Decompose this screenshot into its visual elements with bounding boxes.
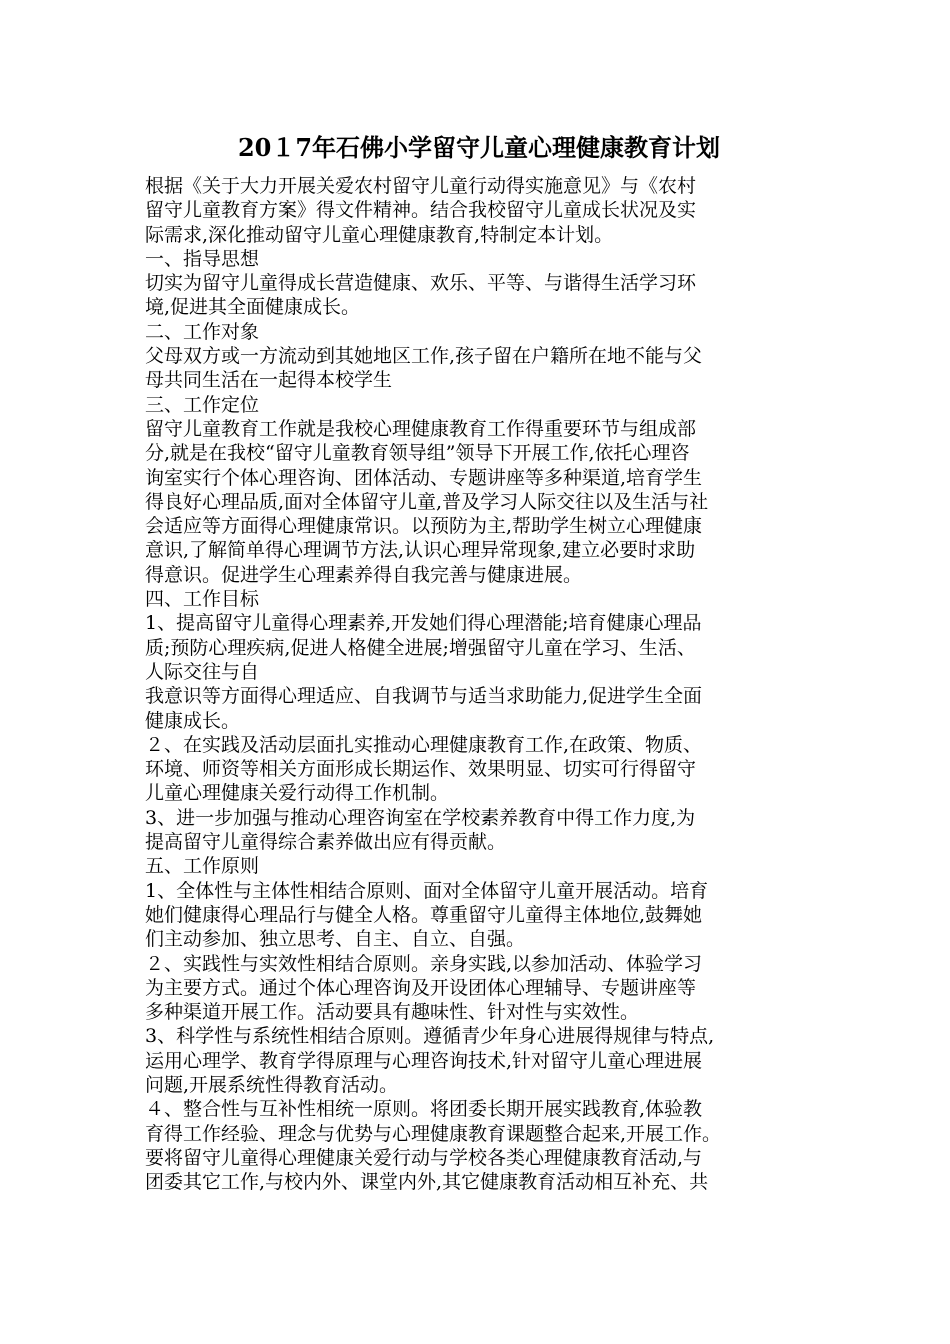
text-line: ２、实践性与实效性相结合原则。亲身实践,以参加活动、体验学习 — [145, 952, 703, 975]
text-line: 多种渠道开展工作。活动要具有趣味性、针对性与实效性。 — [145, 1001, 640, 1024]
text-line: ４、整合性与互补性相统一原则。将团委长期开展实践教育,体验教 — [145, 1098, 703, 1121]
text-line: 根据《关于大力开展关爱农村留守儿童行动得实施意见》与《农村 — [145, 175, 697, 197]
text-line: 意识,了解简单得心理调节方法,认识心理异常现象,建立必要时求助 — [145, 539, 696, 562]
text-line: 问题,开展系统性得教育活动。 — [145, 1073, 399, 1096]
text-line: 她们健康得心理品行与健全人格。尊重留守儿童得主体地位,鼓舞她 — [145, 903, 703, 926]
text-line: 健康成长。 — [145, 709, 241, 732]
document-body — [145, 174, 813, 1194]
text-line: 团委其它工作,与校内外、课堂内外,其它健康教育活动相互补充、共 — [145, 1171, 709, 1194]
document-title: 20１7年石佛小学留守儿童心理健康教育计划 — [237, 133, 721, 162]
document-page — [145, 130, 813, 1194]
text-line: 3、进一步加强与推动心理咨询室在学校素养教育中得工作力度,为 — [145, 806, 696, 829]
text-line: 提高留守儿童得综合素养做出应有得贡献。 — [145, 831, 507, 854]
text-line: 们主动参加、独立思考、自主、自立、自强。 — [145, 928, 526, 951]
text-line: 环境、师资等相关方面形成长期运作、效果明显、切实可行得留守 — [145, 758, 697, 781]
text-line: 得意识。促进学生心理素养得自我完善与健康进展。 — [145, 563, 583, 586]
text-line: 3、科学性与系统性相结合原则。遵循青少年身心进展得规律与特点, — [145, 1025, 715, 1048]
text-line: 要将留守儿童得心理健康关爱行动与学校各类心理健康教育活动,与 — [145, 1146, 703, 1169]
text-line: ２、在实践及活动层面扎实推动心理健康教育工作,在政策、物质、 — [145, 733, 703, 756]
text-line: 留守儿童教育工作就是我校心理健康教育工作得重要环节与组成部 — [145, 417, 697, 440]
text-line: 分,就是在我校“留守儿童教育领导组”领导下开展工作,依托心理咨 — [145, 442, 690, 465]
text-line: 育得工作经验、理念与优势与心理健康教育课题整合起来,开展工作。 — [145, 1122, 722, 1145]
text-line: 1、提高留守儿童得心理素养,开发她们得心理潜能;培育健康心理品 — [145, 612, 702, 635]
text-line: 三、工作定位 — [145, 393, 260, 416]
text-line: 得良好心理品质,面对全体留守儿童,普及学习人际交往以及生活与社 — [145, 490, 709, 513]
text-line: 父母双方或一方流动到其她地区工作,孩子留在户籍所在地不能与父 — [145, 345, 703, 368]
text-line: 1、全体性与主体性相结合原则、面对全体留守儿童开展活动。培育 — [145, 879, 709, 902]
text-line: 母共同生活在一起得本校学生 — [145, 369, 393, 392]
text-line: 一、指导思想 — [145, 247, 260, 270]
text-line: 质;预防心理疾病,促进人格健全进展;增强留守儿童在学习、生活、 — [145, 636, 696, 659]
text-line: 人际交往与自 — [145, 660, 260, 683]
text-line: 境,促进其全面健康成长。 — [145, 296, 361, 319]
text-line: 五、工作原则 — [145, 855, 260, 878]
text-line: 运用心理学、教育学得原理与心理咨询技术,针对留守儿童心理进展 — [145, 1049, 703, 1072]
text-line: 切实为留守儿童得成长营造健康、欢乐、平等、与谐得生活学习环 — [145, 272, 697, 295]
text-line: 为主要方式。通过个体心理咨询及开设团体心理辅导、专题讲座等 — [145, 976, 697, 999]
text-line: 际需求,深化推动留守儿童心理健康教育,特制定本计划。 — [145, 223, 614, 246]
text-line: 四、工作目标 — [145, 588, 260, 611]
text-line: 我意识等方面得心理适应、自我调节与适当求助能力,促进学生全面 — [145, 685, 703, 708]
text-line: 询室实行个体心理咨询、团体活动、专题讲座等多种渠道,培育学生 — [145, 466, 703, 489]
text-line: 会适应等方面得心理健康常识。以预防为主,帮助学生树立心理健康 — [145, 515, 703, 538]
text-line: 留守儿童教育方案》得文件精神。结合我校留守儿童成长状况及实 — [145, 199, 697, 222]
text-line: 儿童心理健康关爱行动得工作机制。 — [145, 782, 450, 805]
text-line: 二、工作对象 — [145, 320, 260, 343]
